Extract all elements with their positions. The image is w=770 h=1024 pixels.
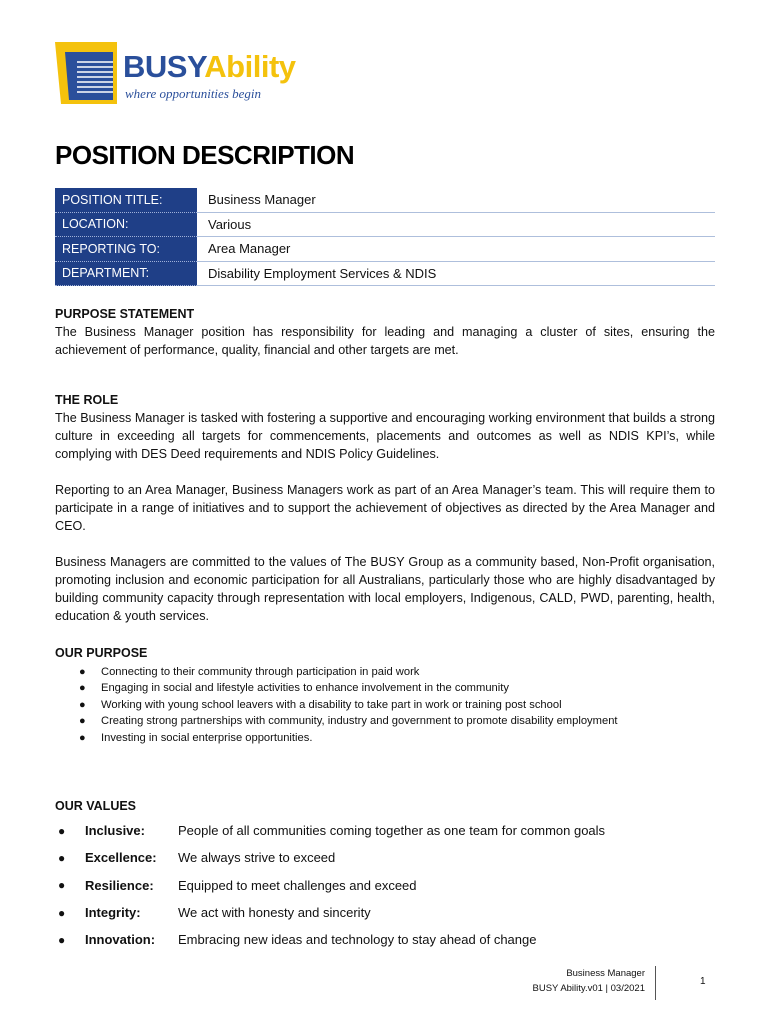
our-purpose-section [55,646,715,746]
logo-mark-icon [55,42,125,110]
info-label: POSITION TITLE: [55,188,197,213]
purpose-statement-text: The Business Manager position has responsibility for leading and managing a cluster of sites, ensuring the achievement of performance, quality, financial and other targets are met. [55,325,715,357]
info-value: Business Manager [197,188,715,213]
section-heading: THE ROLE [55,393,119,407]
value-name: Integrity: [85,905,141,921]
list-item: ● Connecting to their community through participation in paid work [55,664,715,680]
info-label: DEPARTMENT: [55,262,197,287]
info-label: REPORTING TO: [55,237,197,262]
value-description: We always strive to exceed [178,850,336,866]
logo-wordmark [123,50,296,84]
role-paragraph: Business Managers are committed to the values of The BUSY Group as a community based, Non-Profit organisation, promoting inclusion and economic participation for all Australians, particularly those who are highly disadvantaged by building community capacity through representation with local employers, Indigenous, CALD, PWD, parenting, health, education & youth services. [55,555,715,623]
info-row-department [55,262,715,287]
info-row-location [55,213,715,238]
logo-tagline: where opportunities begin [125,86,262,101]
list-item: ● Creating strong partnerships with community, industry and government to promote disability employment [55,713,715,729]
values-list [55,817,715,953]
bullet-icon: ● [58,823,66,838]
logo-ability-text: Ability [204,49,296,84]
role-paragraph: The Business Manager is tasked with fostering a supportive and encouraging working environment that builds a strong culture in exceeding all targets for commencements, placements and outcomes as well as NDIS KPI’s, while complying with DES Deed requirements and NDIS Policy Guidelines. [55,411,715,461]
purpose-statement-section [55,307,715,359]
page-number: 1 [700,976,706,987]
section-heading: PURPOSE STATEMENT [55,307,195,321]
info-label: LOCATION: [55,213,197,238]
bullet-icon: ● [58,878,66,893]
value-name: Inclusive: [85,823,145,839]
the-role-section [55,393,715,625]
value-item [55,872,715,899]
value-item [55,844,715,871]
list-item: ● Investing in social enterprise opportunities. [55,730,715,746]
value-name: Resilience: [85,877,154,893]
section-heading: OUR VALUES [55,799,137,813]
value-item [55,899,715,926]
value-description: Embracing new ideas and technology to stay ahead of change [178,932,537,948]
info-row-reporting-to [55,237,715,262]
footer-version: BUSY Ability.v01 | 03/2021 [532,983,645,994]
role-paragraph: Reporting to an Area Manager, Business Managers work as part of an Area Manager’s team. This will require them to participate in a range of initiatives and to support the achievement of objectives as directed by the Area Manager and CEO. [55,483,715,533]
bullet-icon: ● [58,932,66,947]
value-item [55,817,715,844]
value-description: We act with honesty and sincerity [178,905,371,921]
position-info-table [55,188,715,286]
busy-ability-logo [55,42,315,110]
logo-busy-text: BUSY [123,49,205,84]
bullet-icon: ● [79,715,86,728]
info-value: Disability Employment Services & NDIS [197,262,715,287]
bullet-icon: ● [58,905,66,920]
bullet-icon: ● [58,850,66,865]
info-value: Area Manager [197,237,715,262]
list-item: ● Engaging in social and lifestyle activities to enhance involvement in the community [55,680,715,696]
value-item [55,926,715,953]
value-name: Innovation: [85,932,156,948]
bullet-icon: ● [79,698,86,711]
value-description: Equipped to meet challenges and exceed [178,877,417,893]
document-title: POSITION DESCRIPTION [55,140,355,170]
bullet-icon: ● [79,666,86,678]
section-heading: OUR PURPOSE [55,646,148,660]
value-name: Excellence: [85,850,157,866]
our-values-section [55,799,715,953]
footer-doc-name: Business Manager [566,968,645,979]
bullet-icon: ● [79,682,86,695]
info-value: Various [197,213,715,238]
list-item: ● Working with young school leavers with a disability to take part in work or training post school [55,697,715,713]
info-row-position-title [55,188,715,213]
value-description: People of all communities coming together as one team for common goals [178,823,606,839]
bullet-icon: ● [79,731,86,744]
purpose-list [55,664,715,746]
page-footer [533,966,657,1000]
